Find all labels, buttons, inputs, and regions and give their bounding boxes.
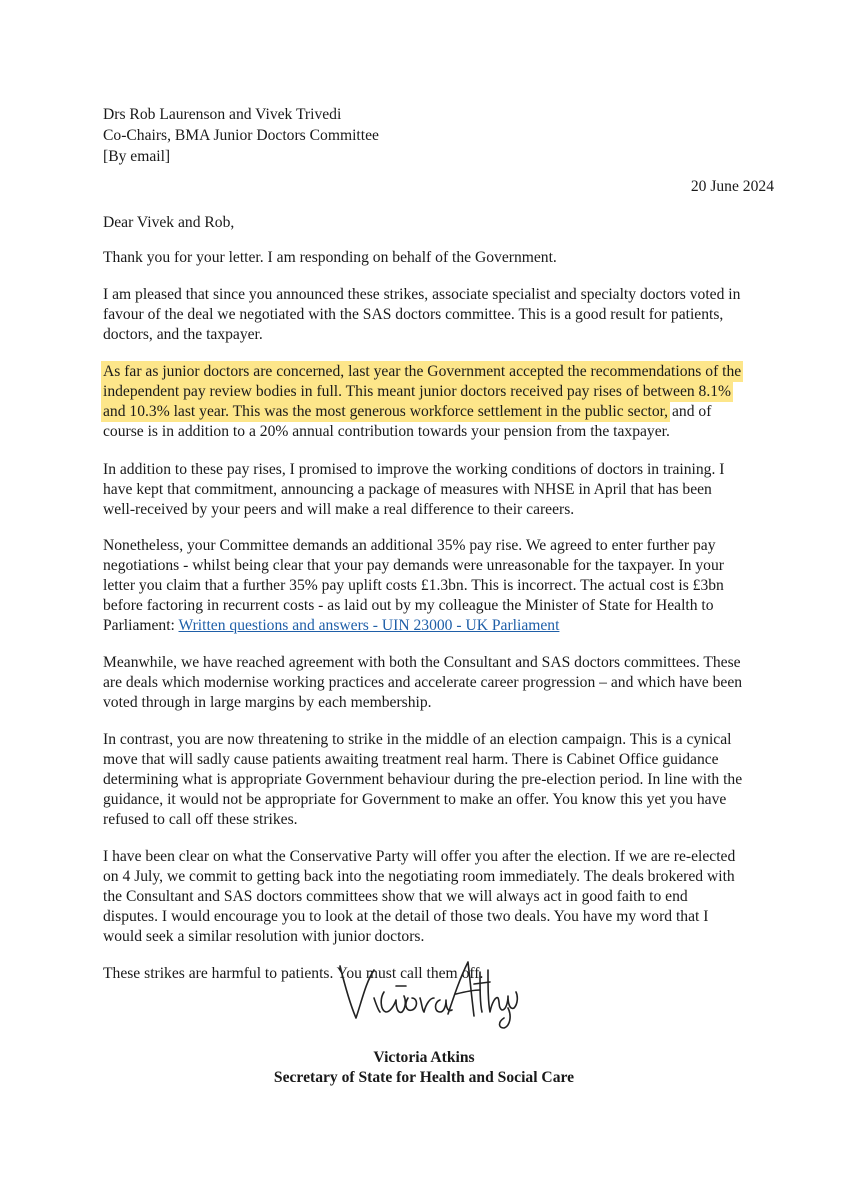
paragraph-3-tail: and of	[668, 403, 712, 420]
paragraph-2-line: I am pleased that since you announced these strikes, associate specialist and specialty doctors voted in	[103, 286, 741, 303]
signature-stroke	[500, 1008, 511, 1028]
paragraph-8-line: disputes. I would encourage you to look at the detail of those two deals. You have my word that I	[103, 908, 709, 925]
highlighted-text: As far as junior doctors are concerned, last year the Government accepted the recommendations of the	[103, 363, 742, 380]
signatory-title: Secretary of State for Health and Social Care	[273, 1069, 575, 1086]
signature-stroke	[480, 972, 482, 1012]
paragraph-3-line	[103, 361, 741, 382]
paragraph-8-line: I have been clear on what the Conservative Party will offer you after the election. If we are re-elected	[103, 848, 736, 865]
paragraph-3-line	[103, 401, 711, 422]
recipient-names: Drs Rob Laurenson and Vivek Trivedi	[103, 106, 342, 123]
paragraph-7-line: determining what is appropriate Government behaviour during the pre-election period. In line with the	[103, 771, 743, 788]
paragraph-2-line: doctors, and the taxpayer.	[103, 326, 263, 343]
paragraph-7-line: refused to call off these strikes.	[103, 811, 298, 828]
paragraph-5-line: negotiations - whilst being clear that your pay demands were unreasonable for the taxpayer. In your	[103, 557, 724, 574]
signature-stroke	[381, 992, 405, 1012]
signatory-name: Victoria Atkins	[373, 1049, 475, 1066]
paragraph-6-line: are deals which modernise working practices and accelerate career progression – and which have been	[103, 674, 743, 691]
paragraph-9-line: These strikes are harmful to patients. You must call them off.	[103, 965, 484, 982]
paragraph-1-line: Thank you for your letter. I am responding on behalf of the Government.	[103, 249, 557, 266]
signature-stroke	[456, 990, 480, 994]
signature-stroke	[374, 998, 380, 1012]
paragraph-8-line: on 4 July, we commit to getting back into the negotiating room immediately. The deals brokered with	[103, 868, 735, 885]
paragraph-3-line: course is in addition to a 20% annual contribution towards your pension from the taxpayer.	[103, 423, 670, 440]
paragraph-2-line: favour of the deal we negotiated with the SAS doctors committee. This is a good result for patients,	[103, 306, 724, 323]
signature-stroke	[448, 962, 474, 1016]
signature-stroke	[340, 966, 374, 1018]
signature-stroke	[420, 998, 434, 1012]
highlighted-text: independent pay review bodies in full. This meant junior doctors received pay rises of between 8.1%	[103, 383, 732, 400]
letter-date: 20 June 2024	[690, 178, 774, 195]
paragraph-5-line: letter you claim that a further 35% pay uplift costs £1.3bn. This is incorrect. The actual cost is £3bn	[103, 577, 724, 594]
signature-stroke	[488, 970, 517, 1012]
highlighted-text: and 10.3% last year. This was the most generous workforce settlement in the public sector,	[103, 403, 669, 420]
paragraph-5-line	[103, 615, 559, 636]
recipient-role: Co-Chairs, BMA Junior Doctors Committee	[103, 127, 379, 144]
salutation: Dear Vivek and Rob,	[103, 214, 235, 231]
paragraph-7-line: move that will sadly cause patients awaiting treatment real harm. There is Cabinet Office guidance	[103, 751, 719, 768]
handwritten-signature	[322, 952, 526, 1032]
paragraph-8-line: the Consultant and SAS doctors committees show that we will always act in good faith to end	[103, 888, 688, 905]
recipient-delivery: [By email]	[103, 148, 171, 165]
paragraph-4-line: have kept that commitment, announcing a package of measures with NHSE in April that has been	[103, 481, 712, 498]
recipient-address	[103, 104, 743, 167]
signature-stroke	[406, 998, 417, 1010]
paragraph-7-line: guidance, it would not be appropriate for Government to make an offer. You know this yet you have	[103, 791, 727, 808]
paragraph-6-line: Meanwhile, we have reached agreement with both the Consultant and SAS doctors committees. These	[103, 654, 741, 671]
paragraph-5-line: Nonetheless, your Committee demands an additional 35% pay rise. We agreed to enter further pay	[103, 537, 716, 554]
parliament-label: Parliament:	[103, 617, 179, 634]
paragraph-4-line: In addition to these pay rises, I promised to improve the working conditions of doctors in training. I	[103, 461, 725, 478]
paragraph-6-line: voted through in large margins by each membership.	[103, 694, 432, 711]
paragraph-4-line: well-received by your peers and will make a real difference to their careers.	[103, 501, 575, 518]
paragraph-8-line: would seek a similar resolution with junior doctors.	[103, 928, 425, 945]
paragraph-3-line	[103, 381, 731, 402]
paragraph-7-line: In contrast, you are now threatening to strike in the middle of an election campaign. This is a cynical	[103, 731, 732, 748]
parliament-answer-link[interactable]: Written questions and answers - UIN 23000 - UK Parliament	[178, 617, 560, 634]
paragraph-5-line: before factoring in recurrent costs - as laid out by my colleague the Minister of State for Health to	[103, 597, 714, 614]
